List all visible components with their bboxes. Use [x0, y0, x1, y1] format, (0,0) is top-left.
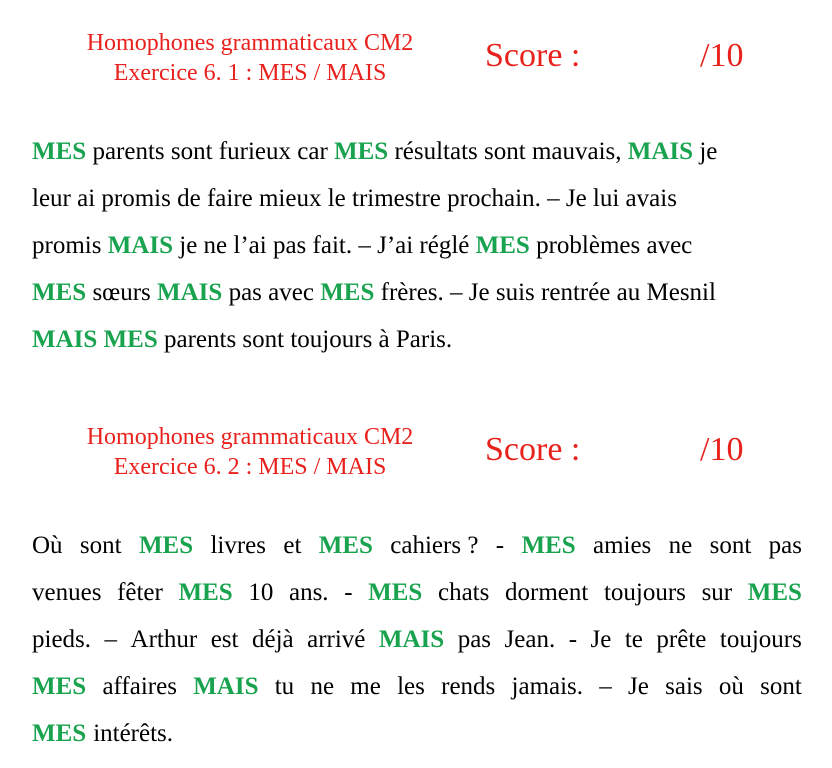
text-segment: affaires [102, 673, 177, 700]
text-segment: jamais. [511, 673, 584, 700]
text-segment: me [350, 673, 381, 700]
text-segment: venues [32, 579, 102, 606]
exercise-1-title-line-1: Homophones grammaticaux CM2 [86, 30, 414, 56]
text-segment: déjà [251, 626, 294, 653]
text-segment: sais [665, 673, 703, 700]
keyword-mes: MES [368, 579, 423, 606]
keyword-mais: MAIS [107, 232, 173, 259]
paragraph-line [32, 316, 802, 363]
keyword-mes: MES [521, 532, 576, 559]
exercise-2-score-max: /10 [700, 431, 744, 468]
text-segment: problèmes avec [529, 232, 693, 259]
keyword-mais: MAIS [627, 138, 694, 165]
exercise-2-score-label: Score : [485, 431, 581, 468]
text-segment: ne [668, 532, 693, 559]
text-segment: parents sont furieux car [86, 138, 335, 165]
text-segment: sont [709, 532, 752, 559]
keyword-mes: MES [334, 138, 389, 165]
text-segment: cahiers ? [390, 532, 479, 559]
text-segment: parents sont toujours à Paris. [157, 326, 453, 353]
text-segment: - [495, 532, 505, 559]
text-segment: - [344, 579, 353, 606]
keyword-mes: MES [103, 326, 158, 353]
exercise-1-score-max: /10 [700, 37, 744, 74]
paragraph-line [32, 522, 802, 569]
text-segment: Arthur [130, 626, 198, 653]
paragraph-line [32, 175, 802, 222]
text-segment: rends [441, 673, 496, 700]
text-segment: toujours [603, 579, 686, 606]
text-segment: intérêts. [93, 720, 174, 747]
keyword-mes: MES [138, 532, 194, 559]
text-segment: tu [274, 673, 295, 700]
text-segment: et [283, 532, 302, 559]
text-segment: sur [701, 579, 733, 606]
keyword-mes: MES [320, 279, 375, 306]
text-segment: pas [768, 532, 802, 559]
text-segment: – [599, 673, 612, 700]
text-segment: pas avec [222, 279, 321, 306]
keyword-mais: MAIS [193, 673, 259, 700]
text-segment: frères. – Je suis rentrée au Mesnil [374, 279, 716, 306]
keyword-mes: MES [178, 579, 233, 606]
keyword-mais: MAIS [378, 626, 445, 653]
keyword-mes: MES [32, 138, 87, 165]
exercise-1-paragraph [32, 128, 802, 363]
keyword-mes: MES [475, 232, 530, 259]
keyword-mes: MES [318, 532, 373, 559]
text-segment: chats [437, 579, 490, 606]
text-segment: arrivé [307, 626, 366, 653]
text-segment: fêter [117, 579, 163, 606]
text-segment: te [624, 626, 643, 653]
keyword-mes: MES [32, 720, 87, 747]
paragraph-line [32, 616, 802, 663]
exercise-1-header [0, 24, 832, 94]
text-segment: promis [32, 232, 108, 259]
paragraph-line [32, 569, 802, 616]
text-segment: – [104, 626, 118, 653]
text-segment: Où [32, 532, 63, 559]
text-segment: Je [628, 673, 649, 700]
text-segment: prête [656, 626, 707, 653]
keyword-mes: MES [747, 579, 802, 606]
text-segment: 10 [248, 579, 274, 606]
text-segment: ans. [288, 579, 329, 606]
text-segment: est [210, 626, 239, 653]
paragraph-line [32, 710, 802, 757]
text-segment: sont [79, 532, 122, 559]
text-segment: toujours [719, 626, 802, 653]
keyword-mais: MAIS [32, 326, 98, 353]
text-segment: je ne l’ai pas fait. – J’ai réglé [173, 232, 476, 259]
text-segment: - [568, 626, 578, 653]
text-segment: livres [210, 532, 267, 559]
text-segment: je [693, 138, 718, 165]
text-segment: où [718, 673, 744, 700]
text-segment: les [397, 673, 425, 700]
text-segment: ne [310, 673, 335, 700]
text-segment: dorment [505, 579, 589, 606]
text-segment: amies [592, 532, 652, 559]
keyword-mais: MAIS [157, 279, 223, 306]
text-segment: Jean. [504, 626, 556, 653]
text-segment: résultats sont mauvais, [388, 138, 628, 165]
paragraph-line [32, 222, 802, 269]
exercise-2-title-line-1: Homophones grammaticaux CM2 [86, 424, 414, 450]
paragraph-line [32, 269, 802, 316]
text-segment: pieds. [32, 626, 92, 653]
exercise-1-title-line-2: Exercice 6. 1 : MES / MAIS [113, 60, 387, 86]
text-segment: Je [590, 626, 612, 653]
keyword-mes: MES [32, 279, 87, 306]
exercise-2-header [0, 420, 832, 490]
exercise-2-paragraph [32, 522, 802, 757]
text-segment: sont [760, 673, 802, 700]
text-segment: leur ai promis de faire mieux le trimestre prochain. – Je lui avais [32, 185, 677, 212]
paragraph-line [32, 663, 802, 710]
paragraph-line [32, 128, 802, 175]
text-segment: pas [457, 626, 492, 653]
exercise-2-title-line-2: Exercice 6. 2 : MES / MAIS [113, 454, 387, 480]
text-segment: sœurs [86, 279, 158, 306]
keyword-mes: MES [32, 673, 87, 700]
exercise-1-score-label: Score : [485, 37, 581, 74]
